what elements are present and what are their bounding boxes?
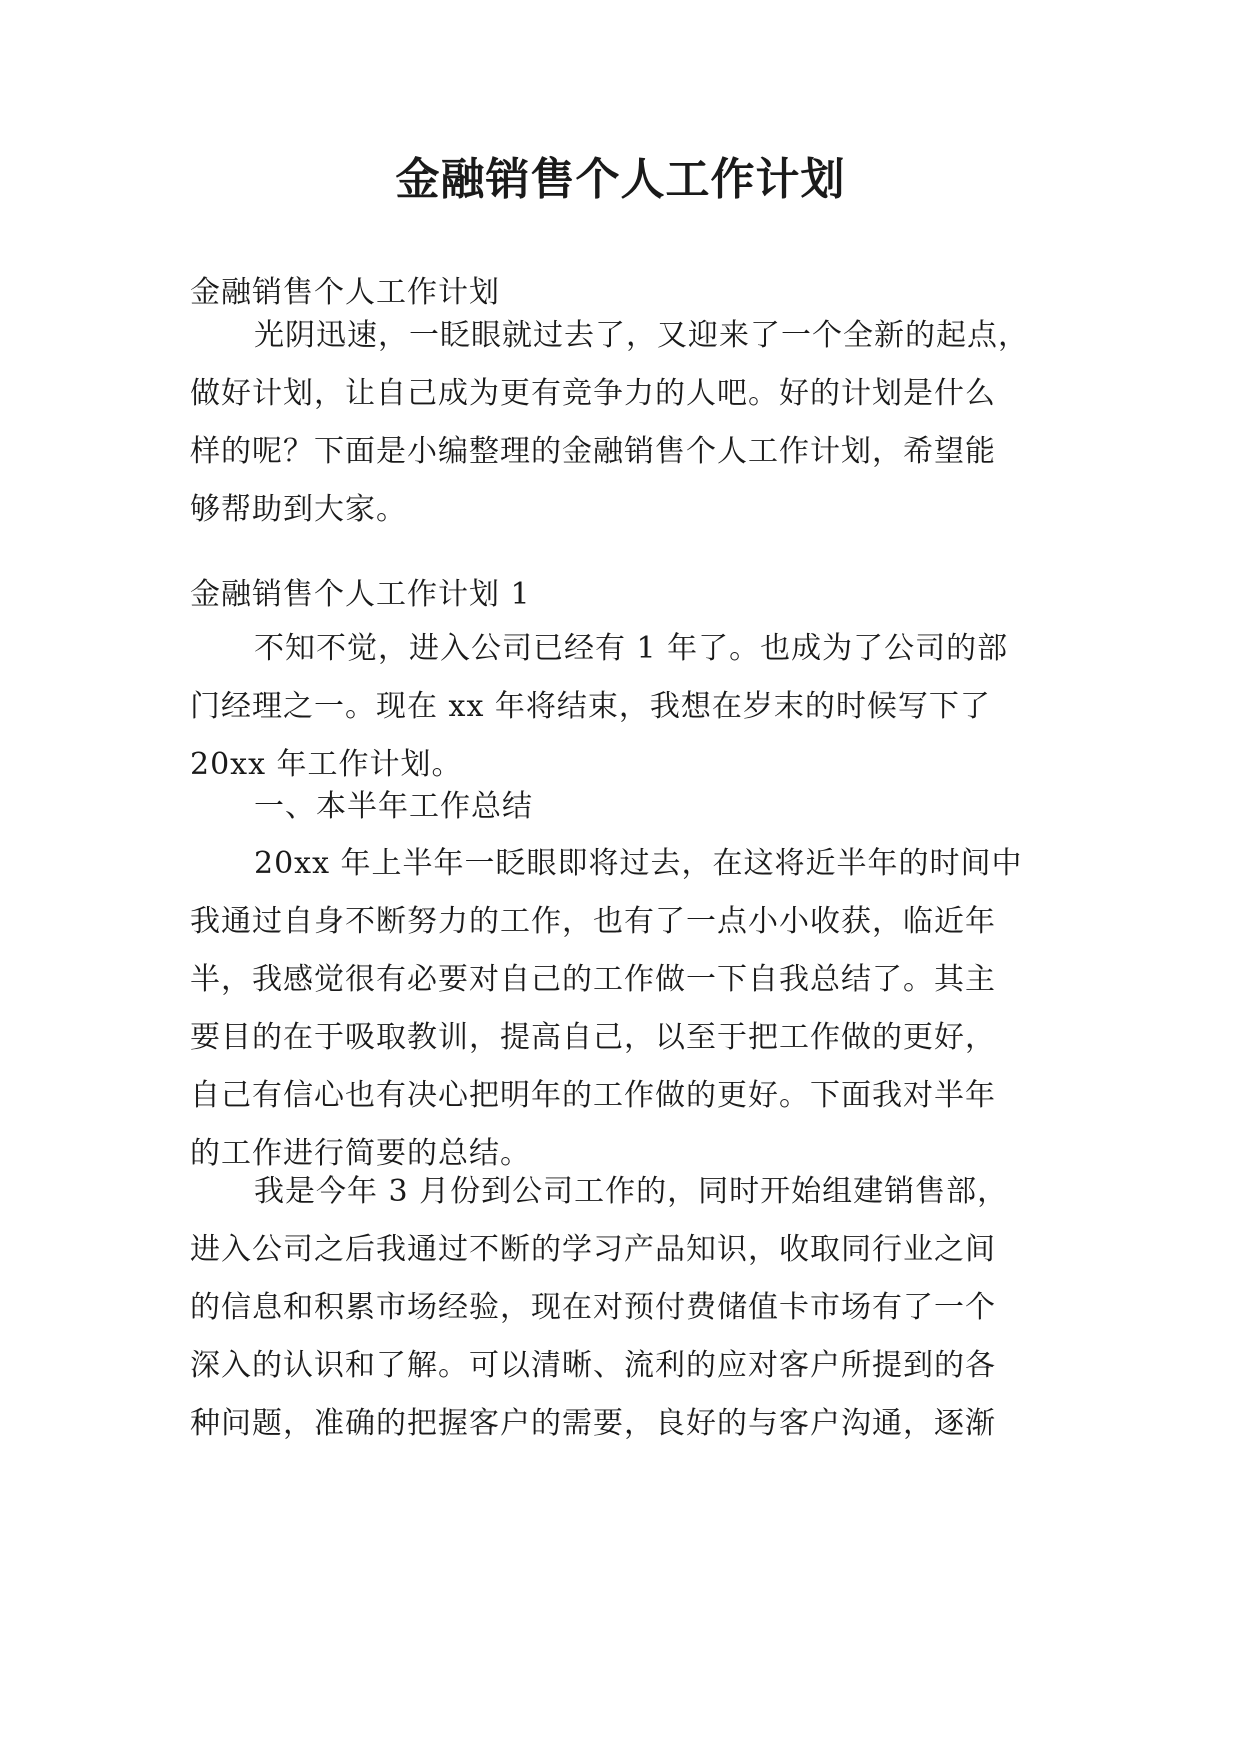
paragraph-line: 我通过自身不断努力的工作，也有了一点小小收获，临近年 xyxy=(190,904,996,939)
intro-line: 够帮助到大家。 xyxy=(190,492,407,527)
paragraph-line: 门经理之一。现在 xx 年将结束，我想在岁末的时候写下了 xyxy=(190,689,991,724)
paragraph-line: 自己有信心也有决心把明年的工作做的更好。下面我对半年 xyxy=(190,1078,996,1113)
section-heading: 金融销售个人工作计划 1 xyxy=(190,577,531,612)
paragraph-line: 我是今年 3 月份到公司工作的，同时开始组建销售部， xyxy=(254,1174,1009,1209)
paragraph-line: 半，我感觉很有必要对自己的工作做一下自我总结了。其主 xyxy=(190,962,996,997)
intro-line: 光阴迅速，一眨眼就过去了，又迎来了一个全新的起点， xyxy=(254,318,1029,353)
paragraph-line: 要目的在于吸取教训，提高自己，以至于把工作做的更好， xyxy=(190,1020,996,1055)
paragraph-line: 不知不觉，进入公司已经有 1 年了。也成为了公司的部 xyxy=(254,631,1009,666)
section-paragraph xyxy=(190,620,1050,794)
paragraph-line: 深入的认识和了解。可以清晰、流利的应对客户所提到的各 xyxy=(190,1348,996,1383)
paragraph-line: 20xx 年上半年一眨眼即将过去，在这将近半年的时间中 xyxy=(254,846,1023,881)
intro-line: 样的呢？下面是小编整理的金融销售个人工作计划，希望能 xyxy=(190,434,996,469)
paragraph-line: 的工作进行简要的总结。 xyxy=(190,1136,531,1171)
paragraph-line: 20xx 年工作计划。 xyxy=(190,747,463,782)
paragraph-line: 种问题，准确的把握客户的需要，良好的与客户沟通，逐渐 xyxy=(190,1406,996,1441)
intro-paragraph xyxy=(190,307,1050,539)
subheading xyxy=(190,778,1050,836)
intro-line: 做好计划，让自己成为更有竞争力的人吧。好的计划是什么 xyxy=(190,376,996,411)
section-paragraph xyxy=(190,835,1050,1183)
document-title: 金融销售个人工作计划 xyxy=(395,154,846,205)
document-subtitle: 金融销售个人工作计划 xyxy=(190,275,500,310)
paragraph-line: 的信息和积累市场经验，现在对预付费储值卡市场有了一个 xyxy=(190,1290,996,1325)
paragraph-line: 进入公司之后我通过不断的学习产品知识，收取同行业之间 xyxy=(190,1232,996,1267)
section-paragraph xyxy=(190,1163,1050,1453)
subheading-text: 一、本半年工作总结 xyxy=(254,789,533,824)
